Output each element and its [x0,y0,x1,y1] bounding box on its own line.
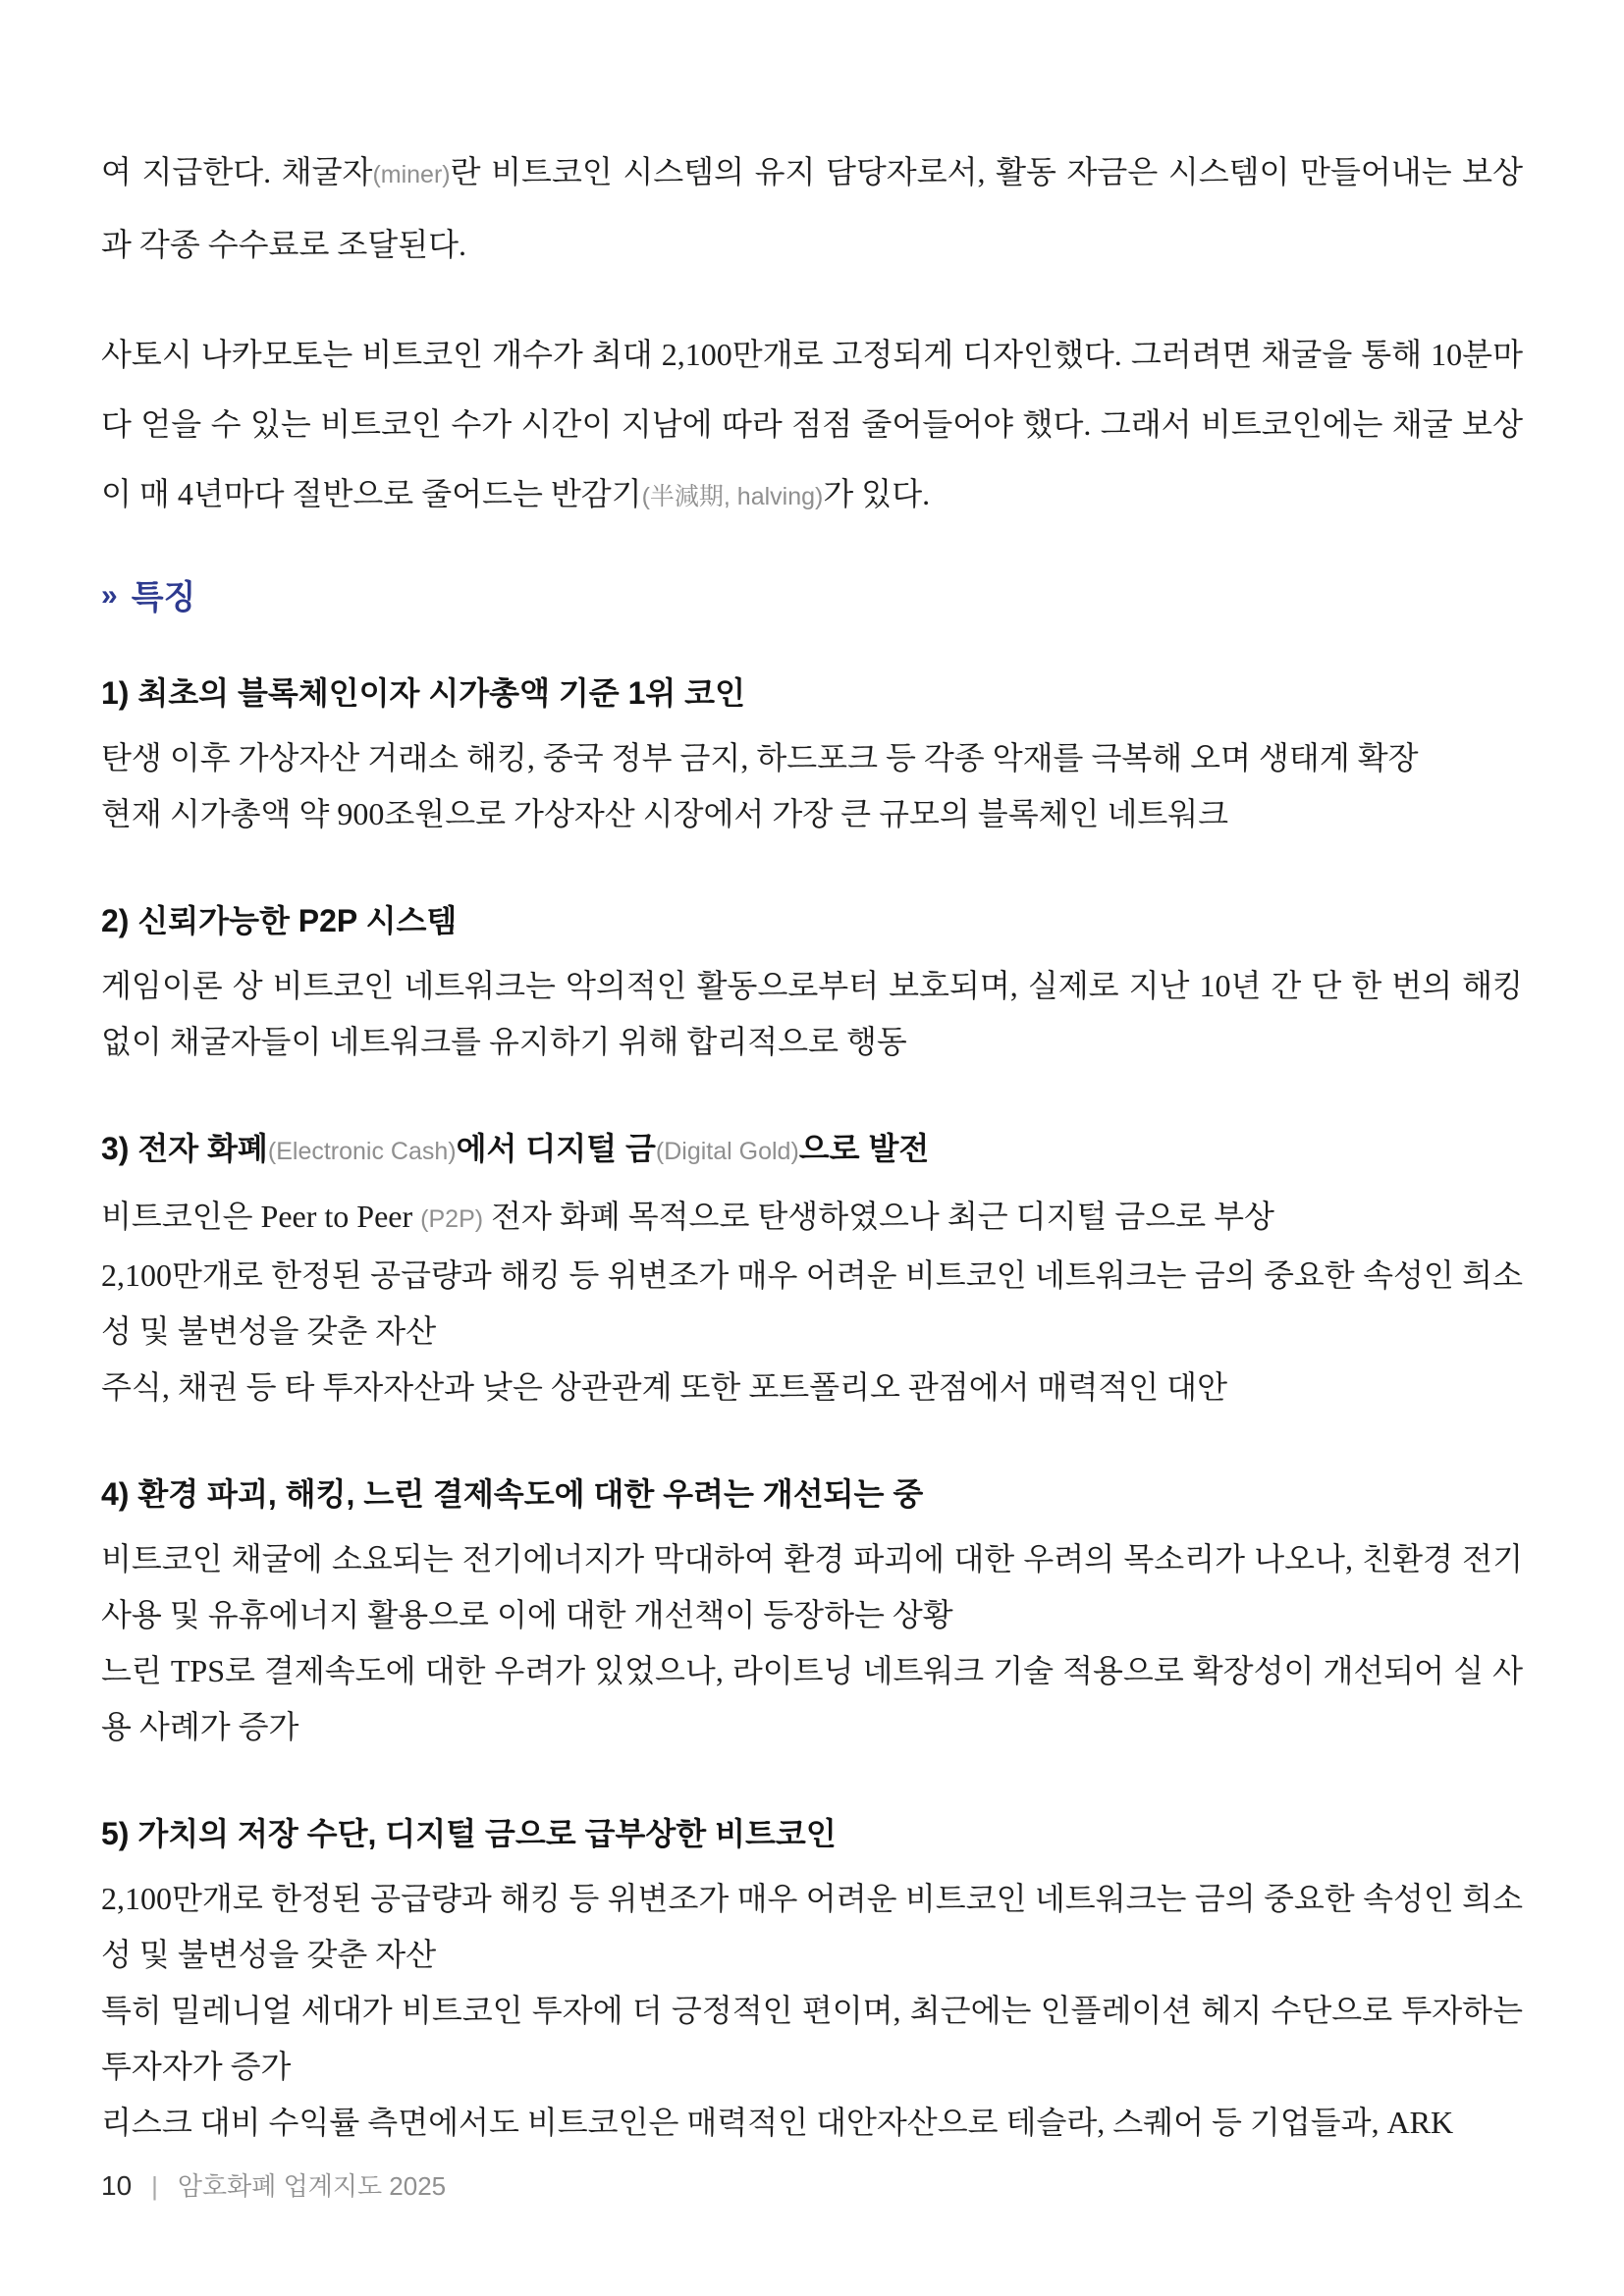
footer-separator: | [151,2171,158,2201]
feature-item [101,669,1523,842]
feature-text: 특히 밀레니얼 세대가 비트코인 투자에 더 긍정적인 편이며, 최근에는 인플레이션 헤지 수단으로 투자하는 투자자가 증가 [101,1993,1523,2084]
feature-text: 주식, 채권 등 타 투자자산과 낮은 상관관계 또한 포트폴리오 관점에서 매력적인 대안 [101,1369,1228,1405]
feature-text: 비트코인은 Peer to Peer [101,1199,421,1234]
heading-text: 3) 전자 화폐 [101,1131,268,1166]
feature-text: 2,100만개로 한정된 공급량과 해킹 등 위변조가 매우 어려운 비트코인 네트워크는 금의 중요한 속성인 희소성 및 불변성을 갖춘 자산 [101,1257,1523,1349]
document-title: 암호화폐 업계지도 2025 [177,2171,447,2201]
feature-item [101,1470,1523,1755]
section-title: 특징 [131,579,196,616]
paragraph-text: 여 지급한다. 채굴자 [101,154,373,189]
inline-annotation: (半減期, halving) [641,483,824,510]
feature-heading [101,1470,1523,1518]
inline-annotation: (miner) [372,161,451,188]
feature-text: 리스크 대비 수익률 측면에서도 비트코인은 매력적인 대안자산으로 테슬라, 스퀘어 등 기업들과, ARK [101,2105,1454,2140]
feature-text-line [101,2095,1523,2151]
feature-text-line [101,1531,1523,1643]
feature-item [101,897,1523,1070]
paragraph-text: 사토시 나카모토는 비트코인 개수가 최대 2,100만개로 고정되게 디자인했다. 그러려면 채굴을 통해 10분마다 얻을 수 있는 비트코인 수가 시간이 지남에 따라 점점 줄어들어야 했다. 그래서 비트코인에는 채굴 보상이 매 4년마다 절반으로 줄어드는 반감기 [101,337,1523,511]
feature-list [101,669,1523,2151]
feature-text-line [101,786,1523,842]
feature-text: 2,100만개로 한정된 공급량과 해킹 등 위변조가 매우 어려운 비트코인 네트워크는 금의 중요한 속성인 희소성 및 불변성을 갖춘 자산 [101,1881,1523,1972]
heading-text: 으로 발전 [798,1131,930,1166]
heading-text: 5) 가치의 저장 수단, 디지털 금으로 급부상한 비트코인 [101,1816,837,1851]
page-number: 10 [101,2170,133,2201]
page-footer [101,2172,446,2200]
feature-heading [101,669,1523,717]
feature-heading [101,897,1523,944]
intro-paragraph [101,137,1523,280]
heading-text: 에서 디지털 금 [456,1131,656,1166]
feature-text: 느린 TPS로 결제속도에 대한 우려가 있었으나, 라이트닝 네트워크 기술 적용으로 확장성이 개선되어 실 사용 사례가 증가 [101,1653,1523,1744]
feature-heading [101,1810,1523,1857]
feature-text-line [101,730,1523,786]
section-marker-icon: » [101,579,118,612]
feature-text-line [101,1643,1523,1755]
paragraph-text: 가 있다. [823,476,931,511]
paragraph-text: 란 비트코인 시스템의 유지 담당자로서, 활동 자금은 시스템이 만들어내는 보상과 각종 수수료로 조달된다. [101,154,1524,262]
heading-text: 2) 신뢰가능한 P2P 시스템 [101,903,458,938]
feature-text-line [101,1248,1523,1360]
heading-text: 4) 환경 파괴, 해킹, 느린 결제속도에 대한 우려는 개선되는 중 [101,1476,924,1512]
inline-annotation: (Digital Gold) [655,1138,799,1165]
feature-text-line [101,1189,1523,1248]
feature-text: 현재 시가총액 약 900조원으로 가상자산 시장에서 가장 큰 규모의 블록체인 네트워크 [101,796,1229,831]
feature-text-line [101,1360,1523,1415]
feature-text-line [101,958,1523,1070]
feature-text: 탄생 이후 가상자산 거래소 해킹, 중국 정부 금지, 하드포크 등 각종 악재를 극복해 오며 생태계 확장 [101,740,1419,775]
feature-item [101,1125,1523,1415]
intro-paragraph [101,320,1523,532]
feature-heading [101,1125,1523,1175]
page-content [101,0,1523,2151]
feature-text: 게임이론 상 비트코인 네트워크는 악의적인 활동으로부터 보호되며, 실제로 지난 10년 간 단 한 번의 해킹 없이 채굴자들이 네트워크를 유지하기 위해 합리적으로 행동 [101,968,1523,1059]
feature-text-line [101,1983,1523,2095]
feature-text: 전자 화폐 목적으로 탄생하였으나 최근 디지털 금으로 부상 [483,1199,1274,1234]
feature-text-line [101,1871,1523,1983]
inline-annotation: (P2P) [420,1205,484,1233]
section-heading-features [101,581,1523,614]
feature-item [101,1810,1523,2151]
feature-text: 비트코인 채굴에 소요되는 전기에너지가 막대하여 환경 파괴에 대한 우려의 목소리가 나오나, 친환경 전기 사용 및 유휴에너지 활용으로 이에 대한 개선책이 등장하는 상황 [101,1541,1523,1632]
inline-annotation: (Electronic Cash) [267,1138,457,1165]
heading-text: 1) 최초의 블록체인이자 시가총액 기준 1위 코인 [101,675,746,711]
intro-paragraphs [101,0,1523,532]
